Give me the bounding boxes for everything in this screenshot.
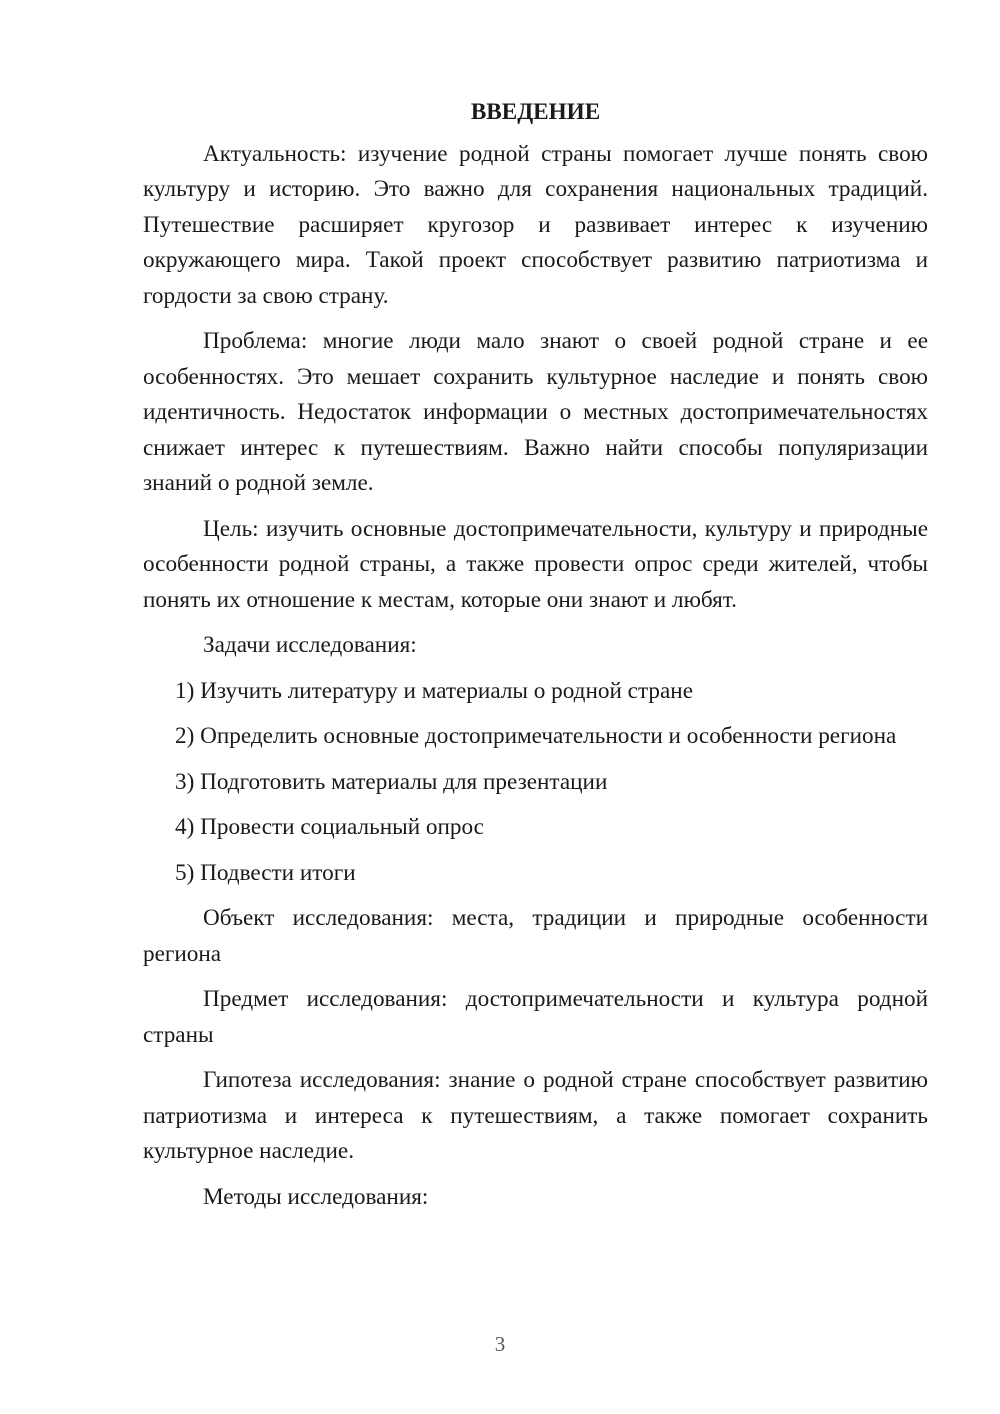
task-item: 1) Изучить литературу и материалы о родной стране [175,677,693,704]
paragraph-relevance: Актуальность: изучение родной страны помогает лучше понять свою культуру и историю. Это важно для сохранения национальных традиций. Путешествие расширяет кругозор и развивает интерес к изучению окружающего мира. Такой проект способствует развитию патриотизма и гордости за свою страну. [143,140,928,309]
paragraph-subject: Предмет исследования: достопримечательности и культура родной страны [143,986,928,1048]
paragraph-hypothesis: Гипотеза исследования: знание о родной стране способствует развитию патриотизма и интереса к путешествиям, а также помогает сохранить культурное наследие. [143,1067,928,1164]
paragraph-goal: Цель: изучить основные достопримечательности, культуру и природные особенности родной страны, а также провести опрос среди жителей, чтобы понять их отношение к местам, которые они знают и любят. [143,515,928,613]
task-item: 3) Подготовить материалы для презентации [175,768,608,795]
task-item: 4) Провести социальный опрос [175,814,484,840]
page-number: 3 [494,1332,506,1356]
paragraph-problem: Проблема: многие люди мало знают о своей родной стране и ее особенностях. Это мешает сохранить культурное наследие и понять свою идентичность. Недостаток информации о местных достопримечательностях снижает интерес к путешествиям. Важно найти способы популяризации знаний о родной земле. [143,328,928,496]
task-item: 5) Подвести итоги [175,859,356,886]
page-title: ВВЕДЕНИЕ [470,99,601,125]
paragraph-object: Объект исследования: места, традиции и природные особенности региона [143,905,928,967]
paragraph-tasks-heading: Задачи исследования: [203,632,417,658]
page-content [143,95,928,1225]
paragraph-methods: Методы исследования: [203,1183,429,1210]
task-item: 2) Определить основные достопримечательности и особенности региона [175,723,897,749]
